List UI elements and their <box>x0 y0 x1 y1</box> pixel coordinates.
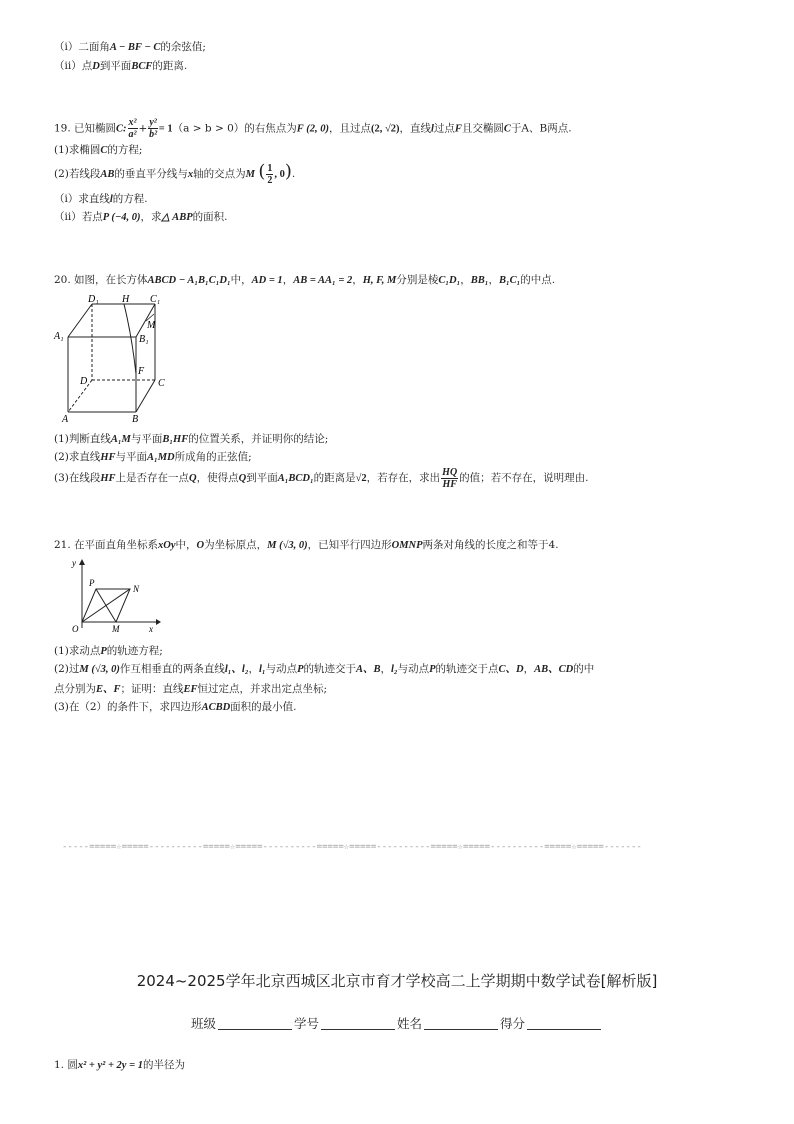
q18-sub-ii: （ⅱ）点D到平面BCF的距离. <box>54 60 188 72</box>
label-y: y <box>72 558 76 568</box>
q21-part2-line2: 点分别为E、F；证明：直线EF恒过定点，并求出定点坐标; <box>54 683 328 695</box>
q21-part1: (1)求动点P的轨迹方程; <box>54 645 163 657</box>
q18-sub-i: （ⅰ）二面角A − BF − C的余弦值; <box>54 41 206 53</box>
label-D1: D₁ <box>88 294 99 305</box>
label-N: N <box>133 584 140 594</box>
q19-part2-ii: （ⅱ）若点P (−4, 0)，求△ ABP的面积. <box>54 211 228 223</box>
q21-stem: 21. 在平面直角坐标系xOy中，O为坐标原点，M (√3, 0)，已知平行四边形OMNP两条对角线的长度之和等于4. <box>54 539 559 551</box>
q21-part3: (3)在（2）的条件下，求四边形ACBD面积的最小值. <box>54 701 297 713</box>
label-O: O <box>72 624 79 634</box>
q19-stem: 19. 已知椭圆C: $\frac{\text{x²}}{\text{a²}}$ + $\frac{\text{y²}}{\text{b²}}$ = 1（a > b > 0）的右焦点为F (2, 0)，且过点(2, √2)，直线l过点F且交椭圆C于A、B两点. <box>54 117 572 140</box>
label-D: D <box>80 376 88 387</box>
label-x: x <box>149 624 153 634</box>
label-P: P <box>89 578 95 588</box>
field-class-blank[interactable] <box>218 1029 292 1030</box>
parallelogram-figure <box>62 556 162 634</box>
label-H: H <box>122 294 130 305</box>
field-name-label: 姓名 <box>397 1016 423 1031</box>
field-name-blank[interactable] <box>424 1029 498 1030</box>
label-B: B <box>132 414 139 424</box>
field-id-label: 学号 <box>293 1016 319 1031</box>
q20-part2: (2)求直线HF与平面A₁MD所成角的正弦值; <box>54 451 252 463</box>
label-A: A <box>62 414 69 424</box>
label-M: M <box>147 320 156 331</box>
q20-part1: (1)判断直线A₁M与平面B₁HF的位置关系，并证明你的结论; <box>54 433 329 445</box>
q1-stem: 1. 圆x² + y² + 2y = 1的半径为 <box>54 1059 185 1071</box>
field-id-blank[interactable] <box>321 1029 395 1030</box>
q19-part2-i: （ⅰ）求直线l的方程. <box>54 193 148 205</box>
q21-part2-line1: (2)过M (√3, 0)作互相垂直的两条直线l₁、l₂，l₁与动点P的轨迹交于A、B，l₂与动点P的轨迹交于点C、D，AB、CD的中 <box>54 663 595 675</box>
cuboid-figure <box>52 292 182 424</box>
q19-part2: (2)若线段AB的垂直平分线与x轴的交点为M ( $\frac{1}{2}$ , 0). <box>54 161 296 186</box>
field-score-blank[interactable] <box>527 1029 601 1030</box>
label-M: M <box>112 624 120 634</box>
label-A1: A₁ <box>54 331 64 342</box>
q19-part1: (1)求椭圆C的方程; <box>54 144 143 156</box>
label-F: F <box>138 366 145 377</box>
q20-stem: 20. 如图，在长方体ABCD − A₁B₁C₁D₁中，AD = 1，AB = AA₁ = 2，H, F, M分别是棱C₁D₁，BB₁，B₁C₁的中点. <box>54 274 556 286</box>
label-C: C <box>158 378 165 389</box>
label-B1: B₁ <box>139 334 149 345</box>
field-class-label: 班级 <box>190 1016 216 1031</box>
exam-title: 2024~2025学年北京西城区北京市育才学校高二上学期期中数学试卷[解析版] <box>136 972 658 990</box>
field-score-label: 得分 <box>500 1016 526 1031</box>
label-C1: C₁ <box>150 294 161 305</box>
section-separator: -----=====☆=====----------=====☆=====----------=====☆=====----------=====☆=====----------=====☆=====------- <box>62 842 642 852</box>
student-info-fields <box>0 1014 794 1032</box>
q20-part3: (3)在线段HF上是否存在一点Q，使得点Q到平面A₁BCD₁的距离是√2，若存在，求出 $\frac{HQ}{HF}$ 的值；若不存在，说明理由. <box>54 466 589 490</box>
